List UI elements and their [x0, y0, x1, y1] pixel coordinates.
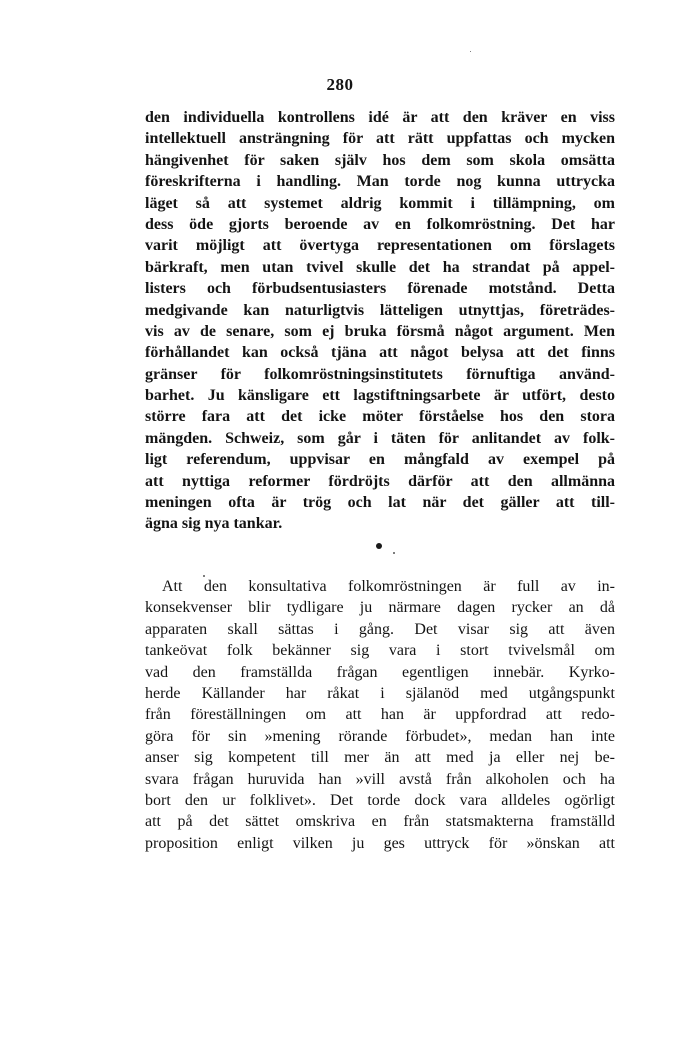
text-line: vis av de senare, som ej bruka försmå något argument. Men: [145, 322, 615, 340]
text-line: listers och förbudsentusiasters förenade motstånd. Detta: [145, 280, 615, 298]
text-line: anser sig kompetent till mer än att med ja eller nej be-: [145, 749, 615, 767]
text-line: läget så att systemet aldrig kommit i tillämpning, om: [145, 194, 615, 212]
text-line: dess öde gjorts beroende av en folkomröstning. Det har: [145, 215, 615, 233]
text-line: ligt referendum, uppvisar en mångfald av exempel på: [145, 451, 615, 469]
text-line: bort den ur folklivet». Det torde dock vara alldeles ogörligt: [145, 791, 615, 809]
paragraph-1: [145, 107, 615, 535]
text-line: proposition enligt vilken ju ges uttryck för »önskan att: [145, 834, 615, 852]
text-line: den individuella kontrollens idé är att den kräver en viss: [145, 109, 615, 126]
text-line: från föreställningen om att han är uppfordrad att redo-: [145, 706, 615, 724]
text-line: mängden. Schweiz, som går i täten för anlitandet av folk-: [145, 429, 615, 447]
text-line: tankeövat folk bekänner sig vara i stort tvivelsmål om: [145, 642, 615, 660]
text-line: intellektuell ansträngning för att rätt uppfattas och mycken: [145, 130, 615, 148]
text-line: meningen ofta är trög och lat när det gäller att till-: [145, 494, 615, 512]
text-line: större fara att det icke möter förståelse hos den stora: [145, 408, 615, 426]
text-line: bärkraft, men utan tvivel skulle det ha strandat på appel-: [145, 258, 615, 276]
text-line: varit möjligt att övertyga representationen om förslagets: [145, 237, 615, 255]
text-line: konsekvenser blir tydligare ju närmare dagen rycker an då: [145, 599, 615, 617]
text-line: Att den konsultativa folkomröstningen är full av in-: [162, 578, 615, 595]
text-line: medgivande kan naturligtvis lätteligen utnyttjas, företrädes-: [145, 301, 615, 319]
section-divider-dot: [376, 543, 382, 549]
text-line: förhållandet kan också tjäna att något belysa att det finns: [145, 344, 615, 362]
text-line: svara frågan huruvida han »vill avstå från alkoholen och ha: [145, 770, 615, 788]
text-line: föreskrifterna i handling. Man torde nog kunna uttrycka: [145, 173, 615, 191]
text-line: att nyttiga reformer fördröjts därför att den allmänna: [145, 472, 615, 490]
text-line: ägna sig nya tankar.: [145, 515, 283, 533]
print-speck: [470, 51, 471, 52]
text-line: barhet. Ju känsligare ett lagstiftningsarbete är utfört, desto: [145, 387, 615, 405]
paragraph-2: [145, 576, 615, 854]
print-speck: [393, 552, 395, 554]
text-line: göra för sin »mening rörande förbudet», medan han inte: [145, 727, 615, 745]
text-line: vad den framställda frågan egentligen innebär. Kyrko-: [145, 663, 615, 681]
text-line: att på det sättet omskriva en från statsmakterna framställd: [145, 813, 615, 831]
text-line: herde Källander har råkat i själanöd med utgångspunkt: [145, 684, 615, 702]
page-number: 280: [326, 75, 354, 94]
text-line: gränser för folkomröstningsinstitutets förnuftiga använd-: [145, 365, 615, 383]
text-line: apparaten skall sättas i gång. Det visar sig att även: [145, 620, 615, 638]
text-line: hängivenhet för saken själv hos dem som skola omsätta: [145, 151, 615, 169]
